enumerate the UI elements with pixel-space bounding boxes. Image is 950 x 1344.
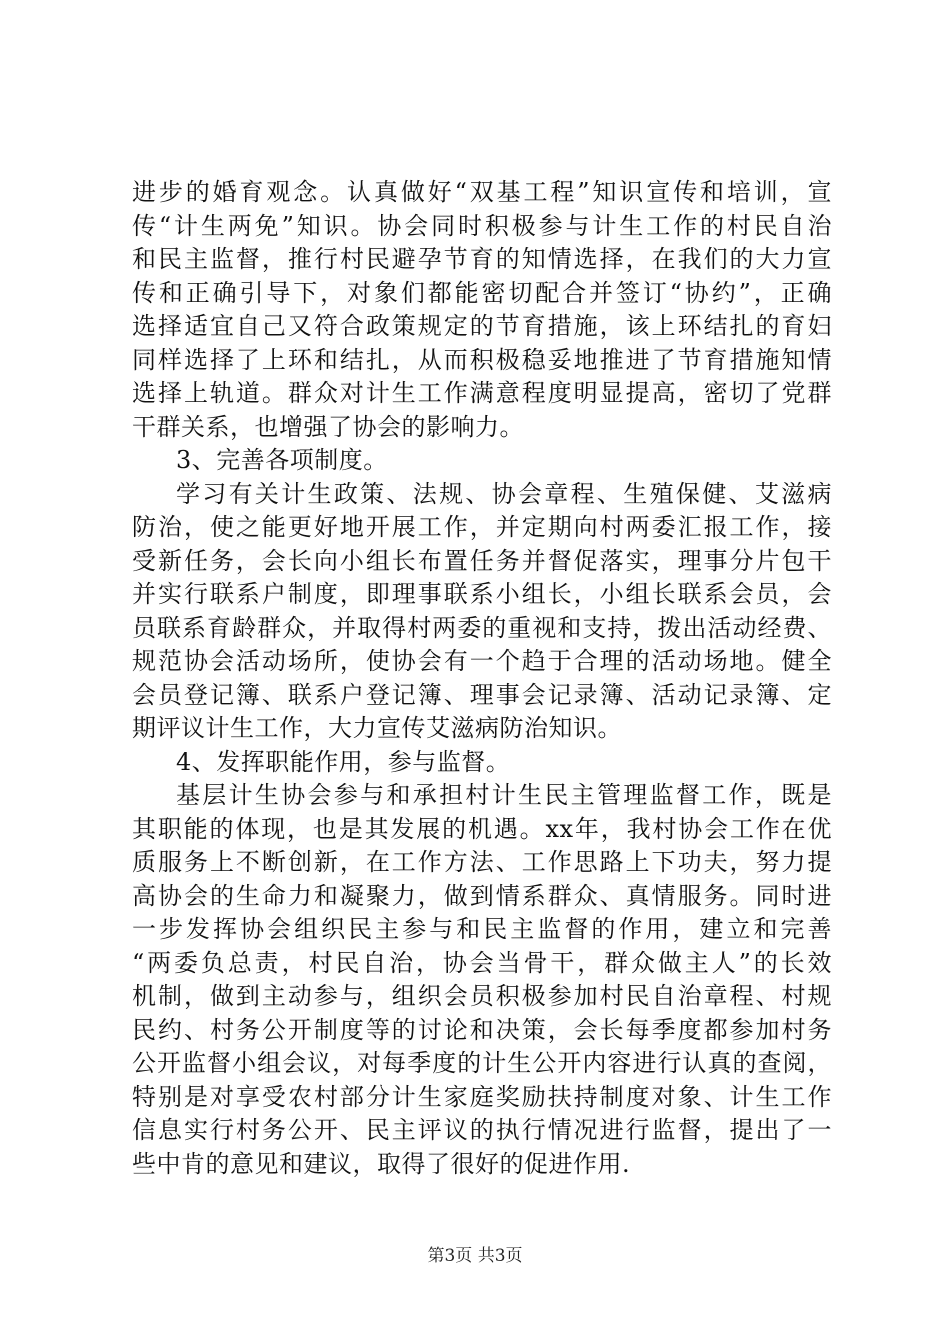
body-line: 规范协会活动场所，使协会有一个趋于合理的活动场地。健全 xyxy=(132,647,832,675)
body-line: 信息实行村务公开、民主评议的执行情况进行监督，提出了一 xyxy=(132,1116,832,1144)
body-line: 员联系育龄群众，并取得村两委的重视和支持，拨出活动经费、 xyxy=(132,613,832,642)
body-line: 进步的婚育观念。认真做好“双基工程”知识宣传和培训，宣 xyxy=(132,178,832,206)
body-line: 和民主监督，推行村民避孕节育的知情选择，在我们的大力宣 xyxy=(132,245,832,273)
section-heading: 3、完善各项制度。 xyxy=(176,446,388,474)
body-line: 高协会的生命力和凝聚力，做到情系群众、真情服务。同时进 xyxy=(132,881,832,910)
body-line: 传“计生两免”知识。协会同时积极参与计生工作的村民自治 xyxy=(132,211,832,240)
body-line: 会员登记簿、联系户登记簿、理事会记录簿、活动记录簿、定 xyxy=(132,680,832,709)
page-number-footer: 第3页 共3页 xyxy=(427,1246,523,1266)
body-line: 公开监督小组会议，对每季度的计生公开内容进行认真的查阅， xyxy=(132,1049,832,1077)
body-line: 特别是对享受农村部分计生家庭奖励扶持制度对象、计生工作 xyxy=(132,1082,832,1111)
body-line: 质服务上不断创新，在工作方法、工作思路上下功夫，努力提 xyxy=(132,848,832,876)
body-line: 一步发挥协会组织民主参与和民主监督的作用，建立和完善 xyxy=(132,915,832,943)
section-heading: 4、发挥职能作用，参与监督。 xyxy=(176,747,511,776)
body-line: 干群关系，也增强了协会的影响力。 xyxy=(132,412,524,441)
body-line: 防治，使之能更好地开展工作，并定期向村两委汇报工作，接 xyxy=(132,513,832,541)
body-line: 选择适宜自己又符合政策规定的节育措施，该上环结扎的育妇 xyxy=(132,312,832,340)
paragraph-first-line: 基层计生协会参与和承担村计生民主管理监督工作，既是 xyxy=(176,781,832,809)
body-line: 其职能的体现，也是其发展的机遇。xx年，我村协会工作在优 xyxy=(132,814,832,843)
body-line: 些中肯的意见和建议，取得了很好的促进作用. xyxy=(132,1149,631,1178)
body-line: “两委负总责，村民自治，协会当骨干，群众做主人”的长效 xyxy=(132,948,832,977)
body-line: 期评议计生工作，大力宣传艾滋病防治知识。 xyxy=(132,714,622,742)
body-line: 机制，做到主动参与，组织会员积极参加村民自治章程、村规 xyxy=(132,982,832,1010)
body-line: 民约、村务公开制度等的讨论和决策，会长每季度都参加村务 xyxy=(132,1015,832,1044)
body-line: 传和正确引导下，对象们都能密切配合并签订“协约”，正确 xyxy=(132,278,832,307)
body-line: 选择上轨道。群众对计生工作满意程度明显提高，密切了党群 xyxy=(132,379,832,407)
body-text xyxy=(132,176,832,1181)
paragraph-first-line: 学习有关计生政策、法规、协会章程、生殖保健、艾滋病 xyxy=(176,479,832,508)
body-line: 并实行联系户制度，即理事联系小组长，小组长联系会员，会 xyxy=(132,580,832,608)
body-line: 受新任务，会长向小组长布置任务并督促落实，理事分片包干 xyxy=(132,546,832,575)
body-line: 同样选择了上环和结扎，从而积极稳妥地推进了节育措施知情 xyxy=(132,345,832,374)
